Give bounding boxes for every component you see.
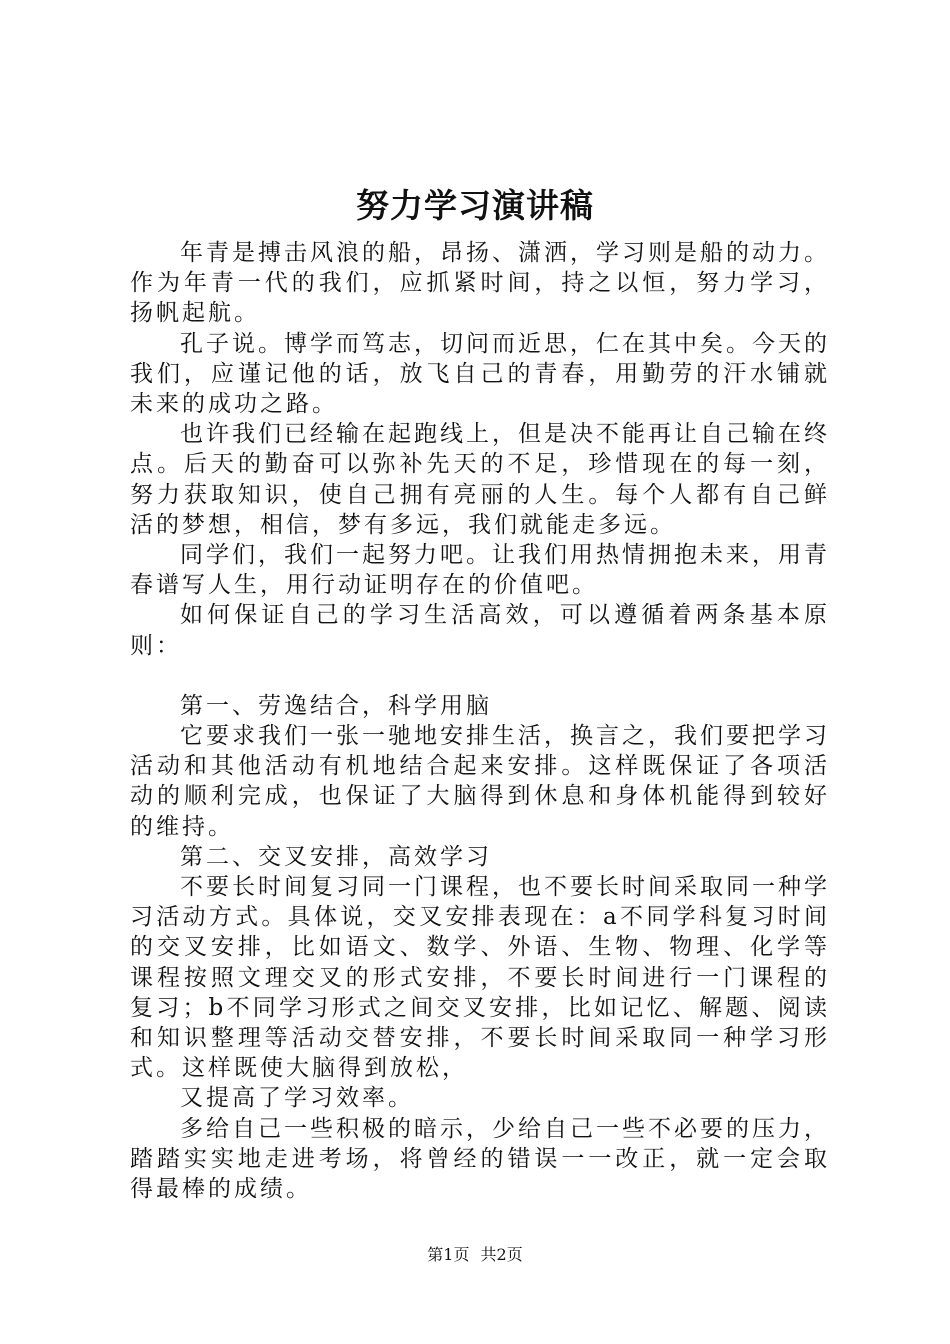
paragraph: 也许我们已经输在起跑线上，但是决不能再让自己输在终点。后天的勤奋可以弥补先天的不足，珍惜现在的每一刻，努力获取知识，使自己拥有亮丽的人生。每个人都有自己鲜活的梦想，相信，梦有多远，我们就能走多远。 [130,421,830,538]
paragraph: 年青是搏击风浪的船，昂扬、潇洒，学习则是船的动力。作为年青一代的我们，应抓紧时间，持之以恒，努力学习，扬帆起航。 [130,240,830,327]
paragraph: 又提高了学习效率。 [180,1085,414,1112]
paragraph: 孔子说。博学而笃志，切问而近思，仁在其中矣。今天的我们，应谨记他的话，放飞自己的青春，用勤劳的汗水铺就未来的成功之路。 [130,330,830,418]
page-footer [0,1245,950,1265]
paragraph: 同学们，我们一起努力吧。让我们用热情拥抱未来，用青春谱写人生，用行动证明存在的价值吧。 [130,542,830,599]
section-heading: 第一、劳逸结合，科学用脑 [180,692,492,719]
paragraph: 它要求我们一张一驰地安排生活，换言之，我们要把学习活动和其他活动有机地结合起来安排。这样既保证了各项活动的顺利完成，也保证了大脑得到休息和身体机能得到较好的维持。 [130,723,830,840]
page-number: 第1页 [427,1245,470,1264]
document-body [130,238,830,1204]
paragraph: 如何保证自己的学习生活高效，可以遵循着两条基本原则： [130,602,830,659]
paragraph: 不要长时间复习同一门课程，也不要长时间采取同一种学习活动方式。具体说，交叉安排表现在：a不同学科复习时间的交叉安排，比如语文、数学、外语、生物、物理、化学等课程按照文理交叉的形式安排，不要长时间进行一门课程的复习；b不同学习形式之间交叉安排，比如记忆、解题、阅读和知识整理等活动交替安排，不要长时间采取同一种学习形式。这样既使大脑得到放松， [130,874,830,1082]
paragraph: 多给自己一些积极的暗示，少给自己一些不必要的压力，踏踏实实地走进考场，将曾经的错误一一改正，就一定会取得最棒的成绩。 [130,1115,830,1203]
document-title: 努力学习演讲稿 [356,186,594,225]
page-total: 共2页 [480,1245,523,1264]
section-heading: 第二、交叉安排，高效学习 [180,843,492,870]
